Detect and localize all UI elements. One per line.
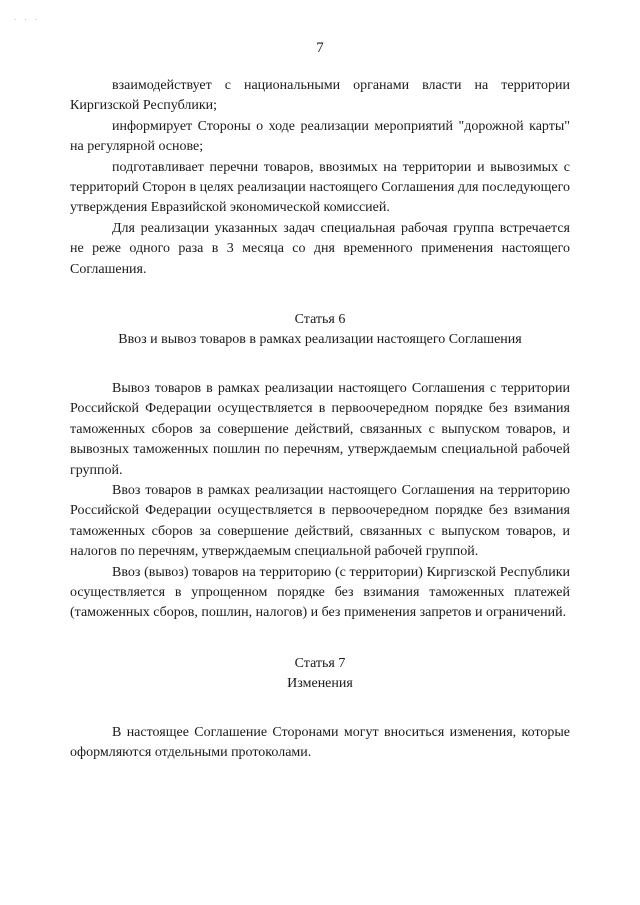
article-7-label: Статья 7 [294,655,346,671]
article-6-title: Ввоз и вывоз товаров в рамках реализации настоящего Соглашения [118,332,522,348]
article-6-paragraph: Вывоз товаров в рамках реализации настоящего Соглашения с территории Российской Федерации осуществляется в первоочередном порядке без взимания таможенных сборов за совершение действий, связанных с выпуском товаров, и вывозных таможенных пошлин по перечням, утверждаемым специальной рабочей группой. [70,380,570,478]
article-6-label: Статья 6 [294,312,346,328]
article-6-paragraph: Ввоз (вывоз) товаров на территорию (с территории) Киргизской Республики осуществляется в упрощенном порядке без взимания таможенных платежей (таможенных сборов, пошлин, налогов) и без применения запретов и ограничений. [70,564,570,621]
article-7-paragraph: В настоящее Соглашение Сторонами могут вноситься изменения, которые оформляются отдельными протоколами. [70,724,570,760]
spacer [70,280,570,310]
document-body [70,76,570,763]
article-7-title: Изменения [287,676,353,692]
spacer [70,624,570,654]
body-paragraph: Для реализации указанных задач специальная рабочая группа встречается не реже одного раза в 3 месяца со дня временного применения настоящего Соглашения. [70,220,570,277]
scan-corner-marks: . . . [14,14,41,22]
spacer [70,695,570,723]
article-6-paragraph: Ввоз товаров в рамках реализации настоящего Соглашения на территорию Российской Федерации осуществляется в первоочередном порядке без взимания таможенных сборов за совершение действий, связанных с выпуском товаров, и налогов по перечням, утверждаемым специальной рабочей группой. [70,482,570,560]
body-paragraph: информирует Стороны о ходе реализации мероприятий "дорожной карты" на регулярной основе; [70,118,570,155]
spacer [70,351,570,379]
body-paragraph: взаимодействует с национальными органами власти на территории Киргизской Республики; [70,78,570,114]
page-number: 7 [316,40,324,56]
body-paragraph: подготавливает перечни товаров, ввозимых на территории и вывозимых с территорий Сторон в целях реализации настоящего Соглашения для последующего утверждения Евразийской экономической комиссией. [70,159,570,216]
